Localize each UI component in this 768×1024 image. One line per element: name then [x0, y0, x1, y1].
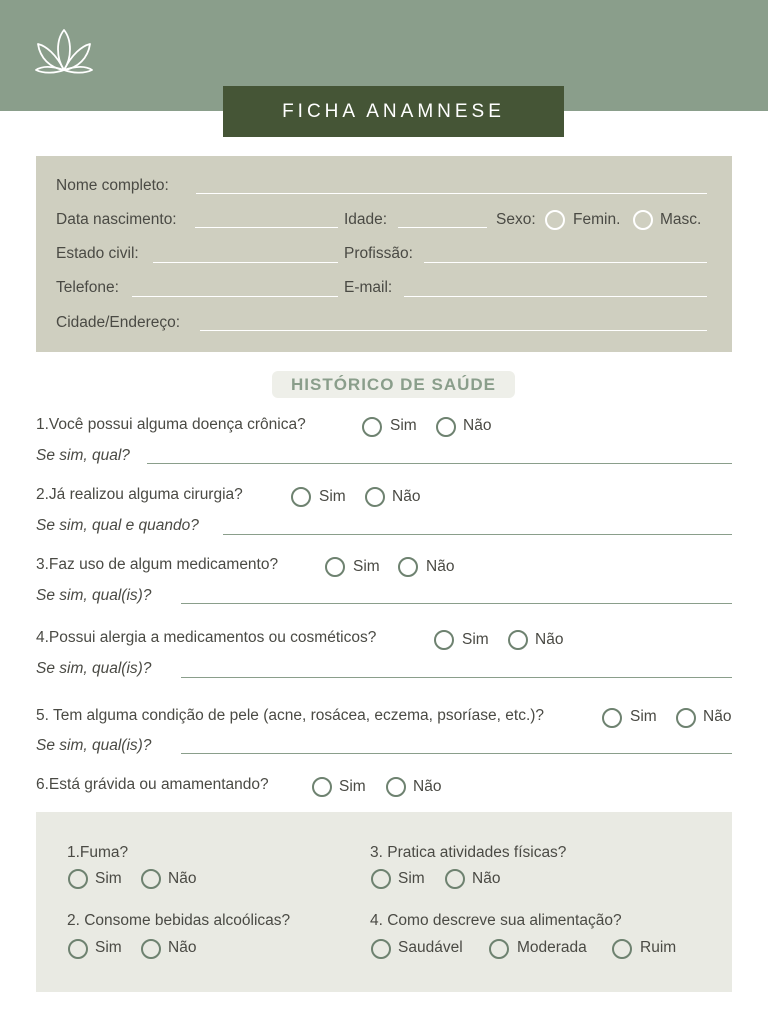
smoke-no-radio[interactable]	[141, 869, 161, 889]
q6-no-radio[interactable]	[386, 777, 406, 797]
full-name-field[interactable]	[196, 193, 707, 194]
lotus-icon	[34, 28, 94, 74]
q1-no-label: Não	[463, 417, 492, 434]
q3-followup-field[interactable]	[181, 603, 732, 604]
diet-poor-radio[interactable]	[612, 939, 632, 959]
q1-followup-label: Se sim, qual?	[36, 447, 130, 464]
exercise-yes-radio[interactable]	[371, 869, 391, 889]
habits-panel	[36, 812, 732, 992]
question-1: 1.Você possui alguma doença crônica?	[36, 416, 306, 433]
full-name-label: Nome completo:	[56, 177, 169, 194]
civil-field[interactable]	[153, 262, 338, 263]
smoke-yes-radio[interactable]	[68, 869, 88, 889]
q5-yes-label: Sim	[630, 708, 657, 725]
alcohol-question: 2. Consome bebidas alcoólicas?	[67, 912, 291, 929]
birth-label: Data nascimento:	[56, 211, 177, 228]
alcohol-no-radio[interactable]	[141, 939, 161, 959]
q6-yes-label: Sim	[339, 778, 366, 795]
question-3: 3.Faz uso de algum medicamento?	[36, 556, 279, 573]
exercise-yes-label: Sim	[398, 870, 425, 887]
profession-field[interactable]	[424, 262, 707, 263]
q2-followup-field[interactable]	[223, 534, 732, 535]
q4-no-label: Não	[535, 631, 564, 648]
question-5: 5. Tem alguma condição de pele (acne, rosácea, eczema, psoríase, etc.)?	[36, 707, 545, 724]
q5-followup-label: Se sim, qual(is)?	[36, 737, 152, 754]
q2-yes-radio[interactable]	[291, 487, 311, 507]
q2-no-radio[interactable]	[365, 487, 385, 507]
q1-no-radio[interactable]	[436, 417, 456, 437]
q6-no-label: Não	[413, 778, 442, 795]
alcohol-yes-label: Sim	[95, 939, 122, 956]
sex-male-radio[interactable]	[633, 210, 653, 230]
q3-no-radio[interactable]	[398, 557, 418, 577]
sex-male-label: Masc.	[660, 211, 702, 228]
q1-yes-radio[interactable]	[362, 417, 382, 437]
q1-yes-label: Sim	[390, 417, 417, 434]
alcohol-yes-radio[interactable]	[68, 939, 88, 959]
health-history-title: HISTÓRICO DE SAÚDE	[290, 374, 497, 394]
smoke-no-label: Não	[168, 870, 197, 887]
q3-no-label: Não	[426, 558, 455, 575]
diet-moderate-label: Moderada	[517, 939, 587, 956]
phone-field[interactable]	[132, 296, 338, 297]
exercise-no-radio[interactable]	[445, 869, 465, 889]
smoke-question: 1.Fuma?	[67, 844, 129, 861]
sex-label: Sexo:	[496, 211, 536, 228]
sex-female-radio[interactable]	[545, 210, 565, 230]
q1-followup-field[interactable]	[147, 463, 732, 464]
exercise-question: 3. Pratica atividades físicas?	[370, 844, 567, 861]
age-label: Idade:	[344, 211, 388, 228]
q2-no-label: Não	[392, 488, 421, 505]
question-6: 6.Está grávida ou amamentando?	[36, 776, 269, 793]
sex-female-label: Femin.	[573, 211, 621, 228]
q5-no-radio[interactable]	[676, 708, 696, 728]
address-field[interactable]	[200, 330, 707, 331]
q5-no-label: Não	[703, 708, 732, 725]
page-title: FICHA ANAMNESE	[282, 100, 505, 122]
diet-poor-label: Ruim	[640, 939, 677, 956]
q2-yes-label: Sim	[319, 488, 346, 505]
email-label: E-mail:	[344, 279, 393, 296]
email-field[interactable]	[404, 296, 707, 297]
diet-moderate-radio[interactable]	[489, 939, 509, 959]
q3-yes-label: Sim	[353, 558, 380, 575]
diet-healthy-radio[interactable]	[371, 939, 391, 959]
q4-no-radio[interactable]	[508, 630, 528, 650]
profession-label: Profissão:	[344, 245, 413, 262]
q4-followup-field[interactable]	[181, 677, 732, 678]
phone-label: Telefone:	[56, 279, 119, 296]
q5-followup-field[interactable]	[181, 753, 732, 754]
diet-healthy-label: Saudável	[398, 939, 463, 956]
q3-followup-label: Se sim, qual(is)?	[36, 587, 152, 604]
question-4: 4.Possui alergia a medicamentos ou cosméticos?	[36, 629, 377, 646]
q4-yes-label: Sim	[462, 631, 489, 648]
address-label: Cidade/Endereço:	[56, 314, 181, 331]
age-field[interactable]	[398, 227, 487, 228]
q4-yes-radio[interactable]	[434, 630, 454, 650]
alcohol-no-label: Não	[168, 939, 197, 956]
q5-yes-radio[interactable]	[602, 708, 622, 728]
page-title-box	[223, 86, 564, 137]
q4-followup-label: Se sim, qual(is)?	[36, 660, 152, 677]
civil-label: Estado civil:	[56, 245, 139, 262]
exercise-no-label: Não	[472, 870, 501, 887]
birth-field[interactable]	[195, 227, 338, 228]
personal-info-panel	[36, 156, 732, 352]
smoke-yes-label: Sim	[95, 870, 122, 887]
q2-followup-label: Se sim, qual e quando?	[36, 517, 199, 534]
health-history-heading	[272, 371, 515, 398]
diet-question: 4. Como descreve sua alimentação?	[370, 912, 622, 929]
q3-yes-radio[interactable]	[325, 557, 345, 577]
question-2: 2.Já realizou alguma cirurgia?	[36, 486, 243, 503]
q6-yes-radio[interactable]	[312, 777, 332, 797]
